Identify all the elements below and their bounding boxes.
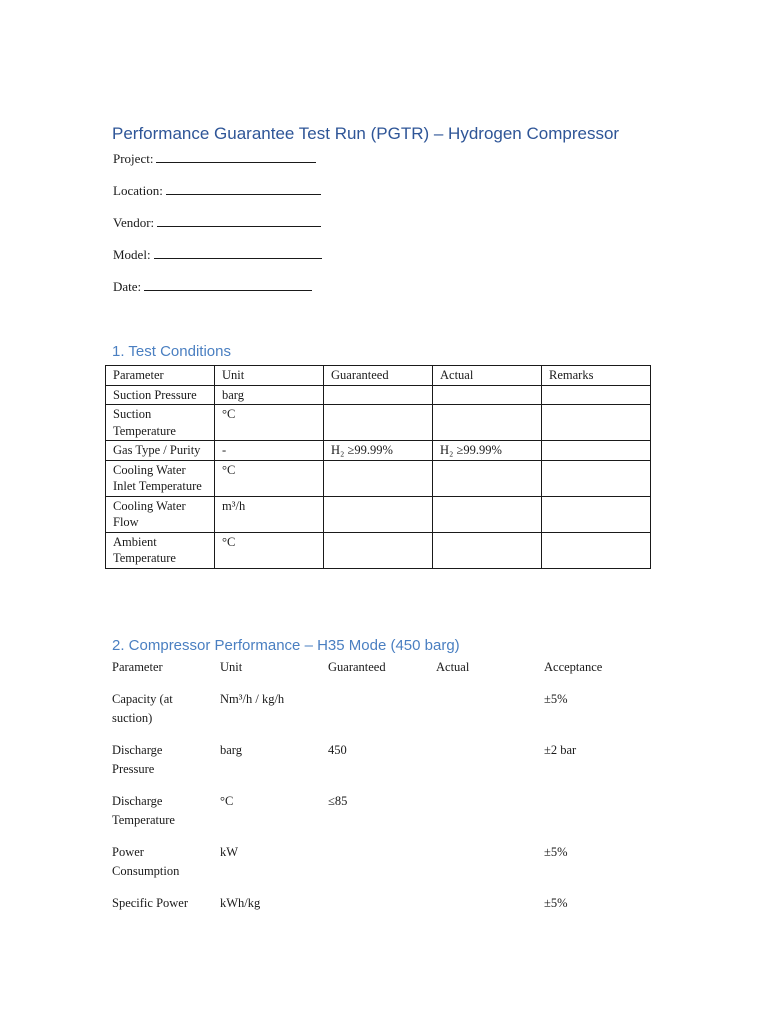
table-row: [106, 385, 651, 405]
header-cell: Remarks: [542, 366, 651, 386]
table-header-row: [106, 366, 651, 386]
test-conditions-table: [105, 365, 651, 569]
acceptance-cell: ±5%: [544, 691, 568, 706]
unit-cell: °C: [215, 405, 324, 441]
project-blank-line[interactable]: [156, 150, 316, 163]
unit-cell: °C: [215, 532, 324, 568]
model-blank-line[interactable]: [154, 246, 322, 259]
date-label: Date:: [113, 279, 142, 294]
parameter-cell: Cooling Water Inlet Temperature: [106, 460, 215, 496]
table-row: [105, 843, 645, 894]
guaranteed-cell[interactable]: 450: [328, 742, 347, 757]
table-row: [105, 792, 645, 843]
model-field[interactable]: [113, 246, 322, 263]
vendor-label: Vendor:: [113, 215, 155, 230]
guaranteed-cell[interactable]: [324, 496, 433, 532]
model-label: Model:: [113, 247, 151, 262]
project-label: Project:: [113, 151, 154, 166]
location-blank-line[interactable]: [166, 182, 321, 195]
date-blank-line[interactable]: [144, 278, 312, 291]
unit-cell: °C: [220, 793, 234, 808]
unit-cell: -: [215, 441, 324, 461]
table-row: [106, 405, 651, 441]
table-row: [105, 894, 645, 926]
parameter-cell: Capacity (at suction): [112, 691, 173, 725]
remarks-cell[interactable]: [542, 460, 651, 496]
guaranteed-cell[interactable]: [324, 385, 433, 405]
unit-cell: °C: [215, 460, 324, 496]
header-cell: Guaranteed: [328, 660, 386, 674]
header-cell: Actual: [433, 366, 542, 386]
acceptance-cell: [537, 792, 645, 843]
header-cell: Guaranteed: [324, 366, 433, 386]
parameter-cell: Gas Type / Purity: [106, 441, 215, 461]
actual-cell[interactable]: [429, 792, 537, 843]
guaranteed-cell[interactable]: H₂ ≥99.99%: [324, 441, 433, 461]
actual-cell[interactable]: [429, 690, 537, 741]
header-cell: Acceptance: [544, 660, 603, 674]
header-cell: Unit: [215, 366, 324, 386]
remarks-cell[interactable]: [542, 405, 651, 441]
location-label: Location:: [113, 183, 163, 198]
document-title: Performance Guarantee Test Run (PGTR) – Hydrogen Compressor: [112, 124, 620, 143]
unit-cell: kWh/kg: [220, 895, 261, 910]
guaranteed-cell[interactable]: ≤85: [328, 793, 348, 808]
project-field[interactable]: [113, 150, 316, 167]
parameter-cell: Discharge Temperature: [112, 793, 175, 827]
parameter-cell: Suction Temperature: [106, 405, 215, 441]
actual-cell[interactable]: [433, 460, 542, 496]
acceptance-cell: ±2 bar: [544, 742, 577, 757]
compressor-performance-table: [105, 658, 645, 925]
section-heading-test-conditions: 1. Test Conditions: [112, 343, 231, 360]
actual-cell[interactable]: [433, 385, 542, 405]
table-row: [106, 496, 651, 532]
section-heading-compressor-performance: 2. Compressor Performance – H35 Mode (450 barg): [112, 637, 460, 654]
parameter-cell: Power Consumption: [112, 844, 180, 878]
parameter-cell: Ambient Temperature: [106, 532, 215, 568]
vendor-blank-line[interactable]: [157, 214, 321, 227]
unit-cell: barg: [215, 385, 324, 405]
table-row: [105, 741, 645, 792]
guaranteed-cell[interactable]: [321, 843, 429, 894]
header-cell: Parameter: [106, 366, 215, 386]
actual-cell[interactable]: [433, 532, 542, 568]
unit-cell: Nm³/h / kg/h: [220, 691, 285, 706]
table-header-row: [105, 658, 645, 690]
actual-cell[interactable]: [433, 496, 542, 532]
remarks-cell[interactable]: [542, 441, 651, 461]
unit-cell: kW: [220, 844, 239, 859]
table-row: [106, 441, 651, 461]
parameter-cell: Cooling Water Flow: [106, 496, 215, 532]
guaranteed-cell[interactable]: [324, 460, 433, 496]
guaranteed-cell[interactable]: [321, 690, 429, 741]
date-field[interactable]: [113, 278, 312, 295]
acceptance-cell: ±5%: [544, 844, 568, 859]
guaranteed-cell[interactable]: [324, 532, 433, 568]
header-cell: Actual: [436, 660, 470, 674]
guaranteed-cell[interactable]: [321, 894, 429, 926]
actual-cell[interactable]: [429, 894, 537, 926]
actual-cell[interactable]: [433, 405, 542, 441]
remarks-cell[interactable]: [542, 532, 651, 568]
remarks-cell[interactable]: [542, 385, 651, 405]
header-cell: Parameter: [112, 660, 163, 674]
remarks-cell[interactable]: [542, 496, 651, 532]
guaranteed-cell[interactable]: [324, 405, 433, 441]
acceptance-cell: ±5%: [544, 895, 568, 910]
parameter-cell: Specific Power: [112, 895, 189, 910]
parameter-cell: Discharge Pressure: [112, 742, 163, 776]
header-cell: Unit: [220, 660, 243, 674]
parameter-cell: Suction Pressure: [106, 385, 215, 405]
table-row: [105, 690, 645, 741]
unit-cell: barg: [220, 742, 242, 757]
table-row: [106, 532, 651, 568]
unit-cell: m³/h: [215, 496, 324, 532]
location-field[interactable]: [113, 182, 321, 199]
vendor-field[interactable]: [113, 214, 321, 231]
actual-cell[interactable]: [429, 741, 537, 792]
actual-cell[interactable]: H₂ ≥99.99%: [433, 441, 542, 461]
table-row: [106, 460, 651, 496]
actual-cell[interactable]: [429, 843, 537, 894]
